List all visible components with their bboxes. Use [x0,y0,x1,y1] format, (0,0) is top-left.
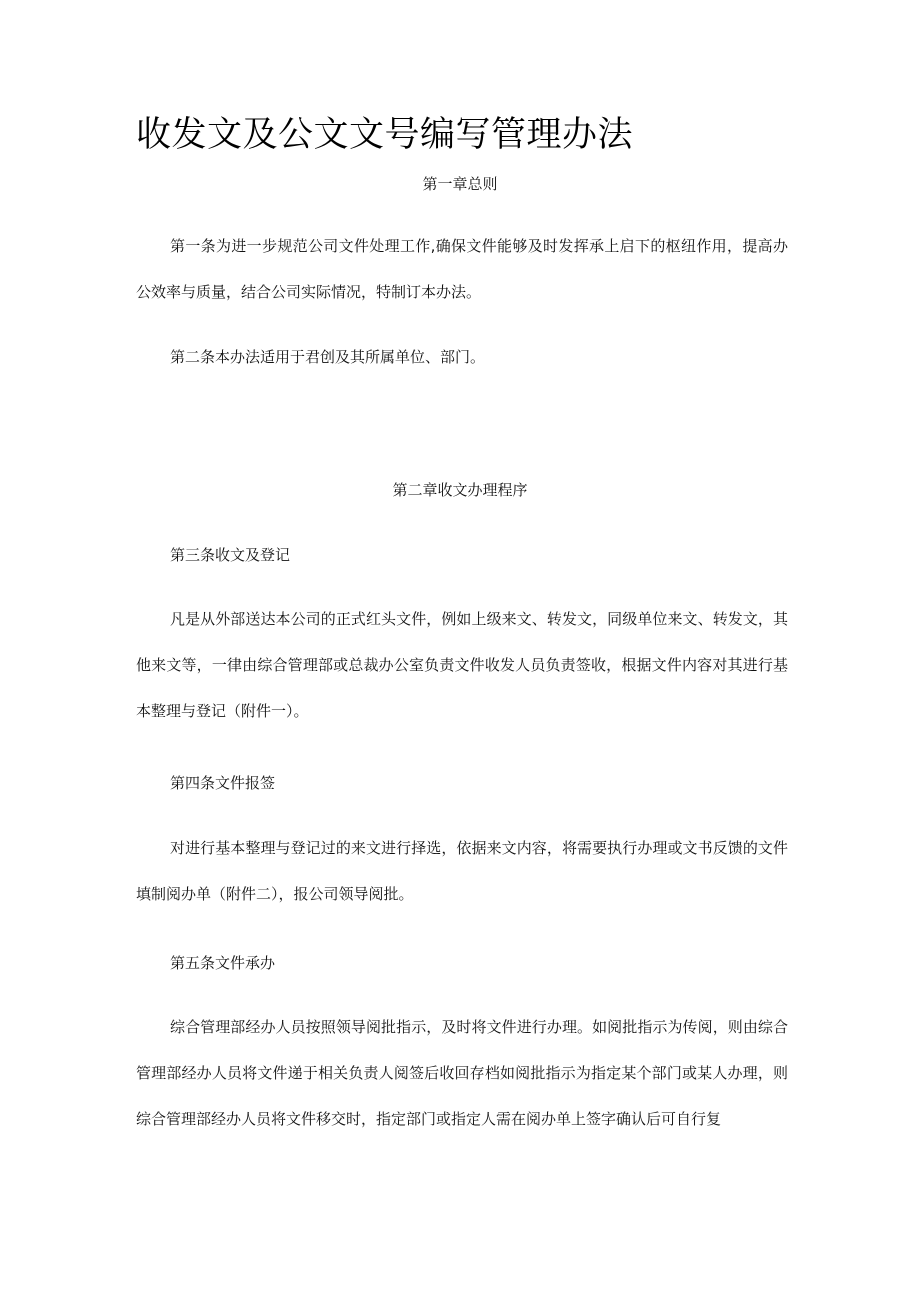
chapter-2-heading: 第二章收文办理程序 [392,481,528,499]
article-4-title: 第四条文件报签 [170,774,276,792]
chapter-1-heading: 第一章总则 [422,175,498,193]
document-title: 收发文及公文文号编写管理办法 [136,115,634,155]
article-4-body: 对进行基本整理与登记过的来文进行择选，依据来文内容，将需要执行办理或文书反馈的文件填制阅办单（附件二），报公司领导阅批。 [136,839,788,903]
article-5-title: 第五条文件承办 [170,954,276,972]
article-3-title: 第三条收文及登记 [170,546,291,564]
article-3-body: 凡是从外部送达本公司的正式红头文件，例如上级来文、转发文，同级单位来文、转发文，其他来文等，一律由综合管理部或总裁办公室负责文件收发人员负责签收，根据文件内容对其进行基本整理与登记（附件一）。 [136,610,788,720]
article-1-text: 第一条为进一步规范公司文件处理工作,确保文件能够及时发挥承上启下的枢纽作用，提高办公效率与质量，结合公司实际情况，特制订本办法。 [136,237,788,301]
article-2-text: 第二条本办法适用于君创及其所属单位、部门。 [170,348,486,366]
article-5-body: 综合管理部经办人员按照领导阅批指示，及时将文件进行办理。如阅批指示为传阅，则由综合管理部经办人员将文件递于相关负责人阅签后收回存档如阅批指示为指定某个部门或某人办理，则综合管理部经办人员将文件移交时，指定部门或指定人需在阅办单上签字确认后可自行复 [136,1018,788,1128]
